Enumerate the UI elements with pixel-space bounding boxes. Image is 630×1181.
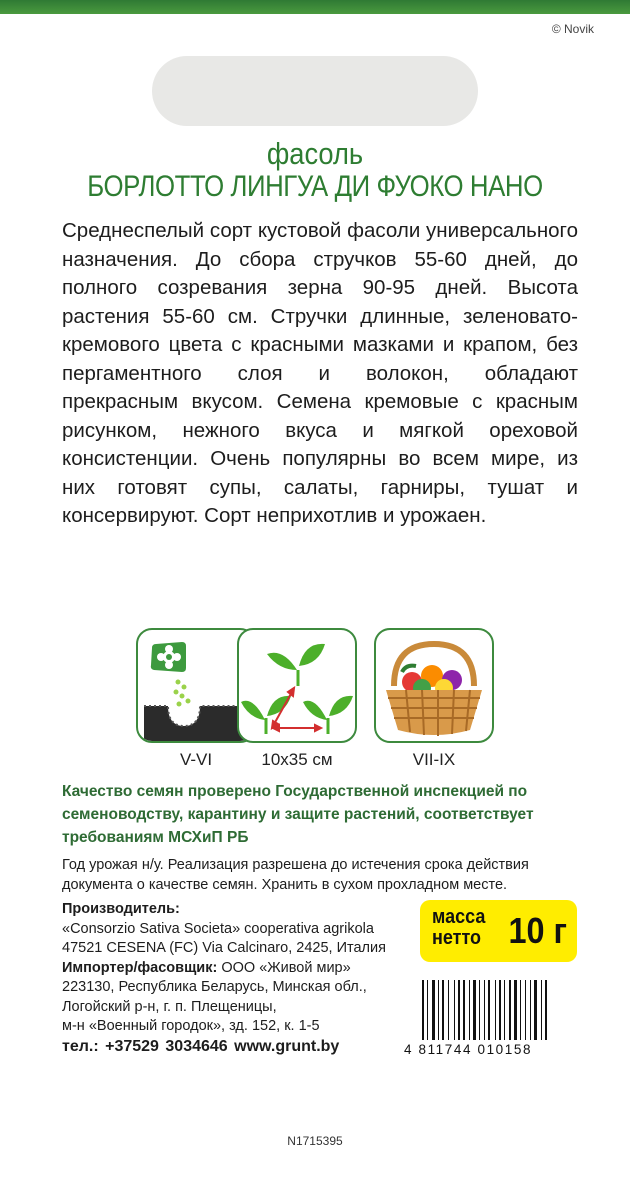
producer-line2: 47521 CESENA (FC) Via Calcinaro, 2425, Италия xyxy=(62,940,386,956)
importer-line3: м-н «Военный городок», зд. 152, к. 1-5 xyxy=(62,1018,320,1034)
sowing-period: V-VI xyxy=(179,750,213,769)
storage-note: Год урожая н/у. Реализация разрешена до истечения срока действия документа о качестве семян. Хранить в сухом прохладном месте. xyxy=(62,857,529,893)
spacing-card xyxy=(237,628,357,743)
top-green-band xyxy=(0,0,630,14)
importer-line2: Логойский р-н, г. п. Плещеницы, xyxy=(62,998,277,1015)
barcode-digits: 4 811744 010158 xyxy=(404,1042,533,1057)
batch-number: N1715395 xyxy=(287,1134,343,1148)
product-kind: фасоль xyxy=(266,136,364,171)
importer-company: ООО «Живой мир» xyxy=(221,959,351,976)
contacts: тел.: +37529 3034646 www.grunt.by xyxy=(62,1038,340,1055)
importer-label: Импортер/фасовщик: xyxy=(62,959,218,976)
importer-line1: 223130, Республика Беларусь, Минская обл., xyxy=(62,979,367,995)
net-mass-value: 10 г xyxy=(508,910,567,951)
spacing-icon xyxy=(239,630,355,741)
barcode-icon xyxy=(420,980,580,1040)
net-mass-label xyxy=(432,907,485,949)
harvest-basket-icon xyxy=(376,630,492,741)
producer-line1: «Consorzio Sativa Societa» cooperativa agrikola xyxy=(62,920,374,937)
product-description: Среднеспелый сорт кустовой фасоли универсального назначения. До сбора стручков 55-60 дней, до полного созревания зерна 90-95 дней. Высота растения 55-60 см. Стручки длинные, зеленовато-кремового цвета с красными мазками и крапом, без пергаментного слоя и волокон, обладают прекрасным вкусом. Семена кремовые с красным рисунком, нежного вкуса и мягкой ореховой консистенции. Очень популярны во всем мире, из них готовят супы, салаты, гарниры, тушат и консервируют. Сорт неприхотлив и урожаен. xyxy=(62,219,578,527)
copyright: © Novik xyxy=(551,22,594,36)
mass-label-line2: нетто xyxy=(432,927,482,949)
harvest-period: VII-IX xyxy=(412,750,456,769)
mass-label-line1: масса xyxy=(432,906,486,928)
producer-block xyxy=(62,900,422,1037)
quality-statement: Качество семян проверено Государственной инспекцией по семеноводству, карантину и защите растений, соответствует требованиям МСХиП РБ xyxy=(62,783,534,846)
product-name: БОРЛОТТО ЛИНГУА ДИ ФУОКО НАНО xyxy=(87,170,543,203)
plant-spacing: 10x35 см xyxy=(261,750,333,769)
harvest-card xyxy=(374,628,494,743)
package-window xyxy=(152,56,478,126)
producer-label: Производитель: xyxy=(62,901,180,917)
growing-icons xyxy=(0,628,630,778)
net-mass-badge xyxy=(420,900,577,962)
